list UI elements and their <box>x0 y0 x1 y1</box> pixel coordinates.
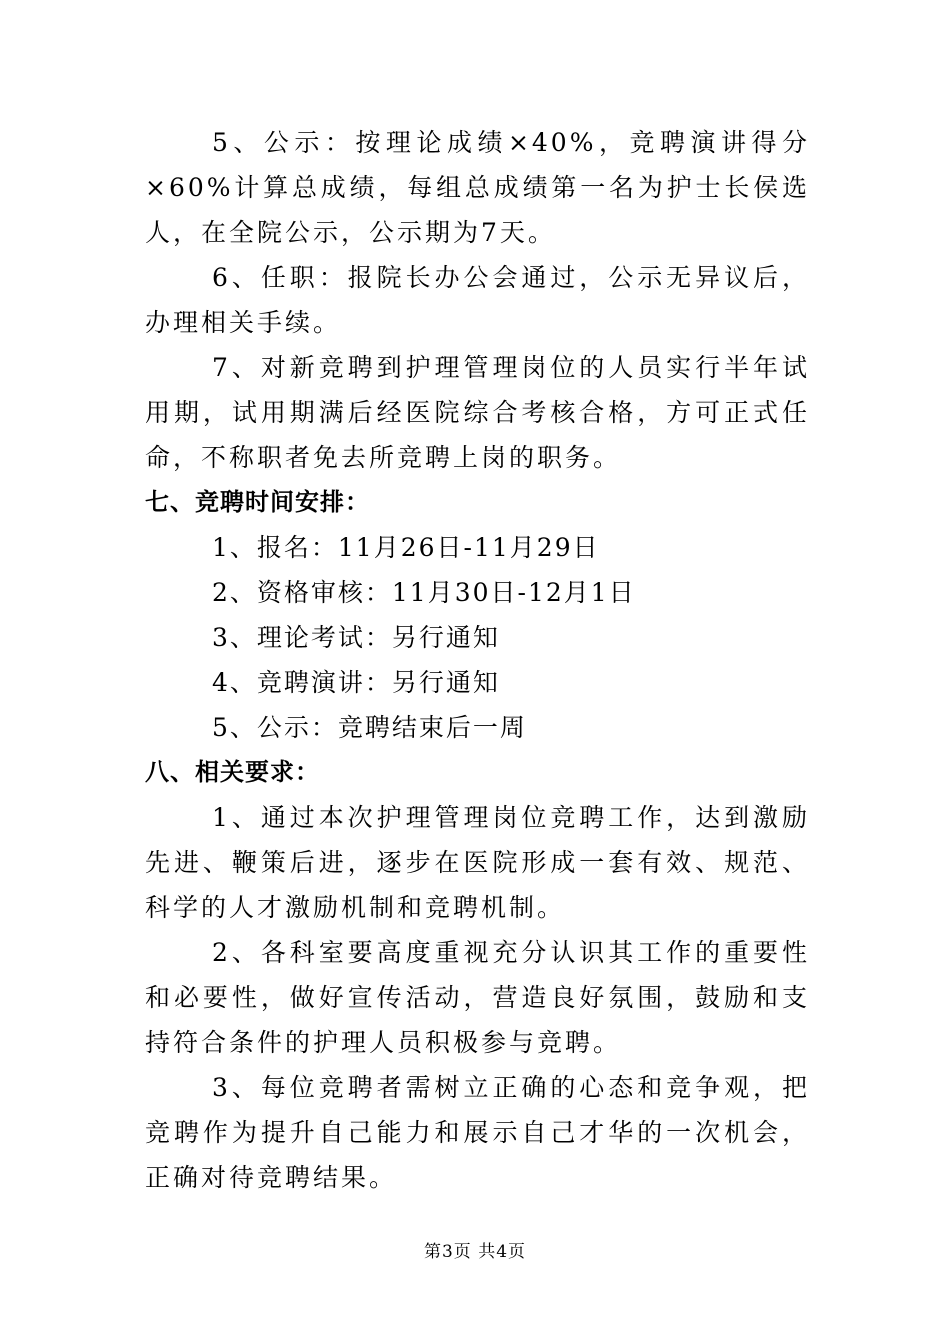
paragraph-publicity: 5、公示：按理论成绩×40%，竞聘演讲得分×60%计算总成绩，每组总成绩第一名为护士长侯选人，在全院公示，公示期为7天。 <box>145 128 810 247</box>
paragraph-requirement-1: 1、通过本次护理管理岗位竞聘工作，达到激励先进、鞭策后进，逐步在医院形成一套有效、规范、科学的人才激励机制和竞聘机制。 <box>145 803 810 922</box>
schedule-item-qualification: 2、资格审核：11月30日-12月1日 <box>212 578 636 607</box>
paragraph-probation: 7、对新竞聘到护理管理岗位的人员实行半年试用期，试用期满后经医院综合考核合格，方可正式任命，不称职者免去所竞聘上岗的职务。 <box>145 353 810 472</box>
document-body <box>145 120 810 1200</box>
page-number-footer: 第3页 共4页 <box>423 1242 527 1262</box>
paragraph-appointment: 6、任职：报院长办公会通过，公示无异议后，办理相关手续。 <box>145 263 810 337</box>
section-heading-schedule: 七、竞聘时间安排： <box>145 488 370 516</box>
schedule-item-publicity: 5、公示：竞聘结束后一周 <box>212 713 527 742</box>
schedule-item-theory-exam: 3、理论考试：另行通知 <box>212 623 500 652</box>
paragraph-requirement-3: 3、每位竞聘者需树立正确的心态和竞争观，把竞聘作为提升自己能力和展示自己才华的一次机会，正确对待竞聘结果。 <box>145 1073 810 1192</box>
schedule-item-registration: 1、报名：11月26日-11月29日 <box>212 533 600 562</box>
paragraph-requirement-2: 2、各科室要高度重视充分认识其工作的重要性和必要性，做好宣传活动，营造良好氛围，鼓励和支持符合条件的护理人员积极参与竞聘。 <box>145 938 810 1057</box>
section-heading-requirements: 八、相关要求： <box>145 758 320 786</box>
schedule-item-speech: 4、竞聘演讲：另行通知 <box>212 668 500 697</box>
